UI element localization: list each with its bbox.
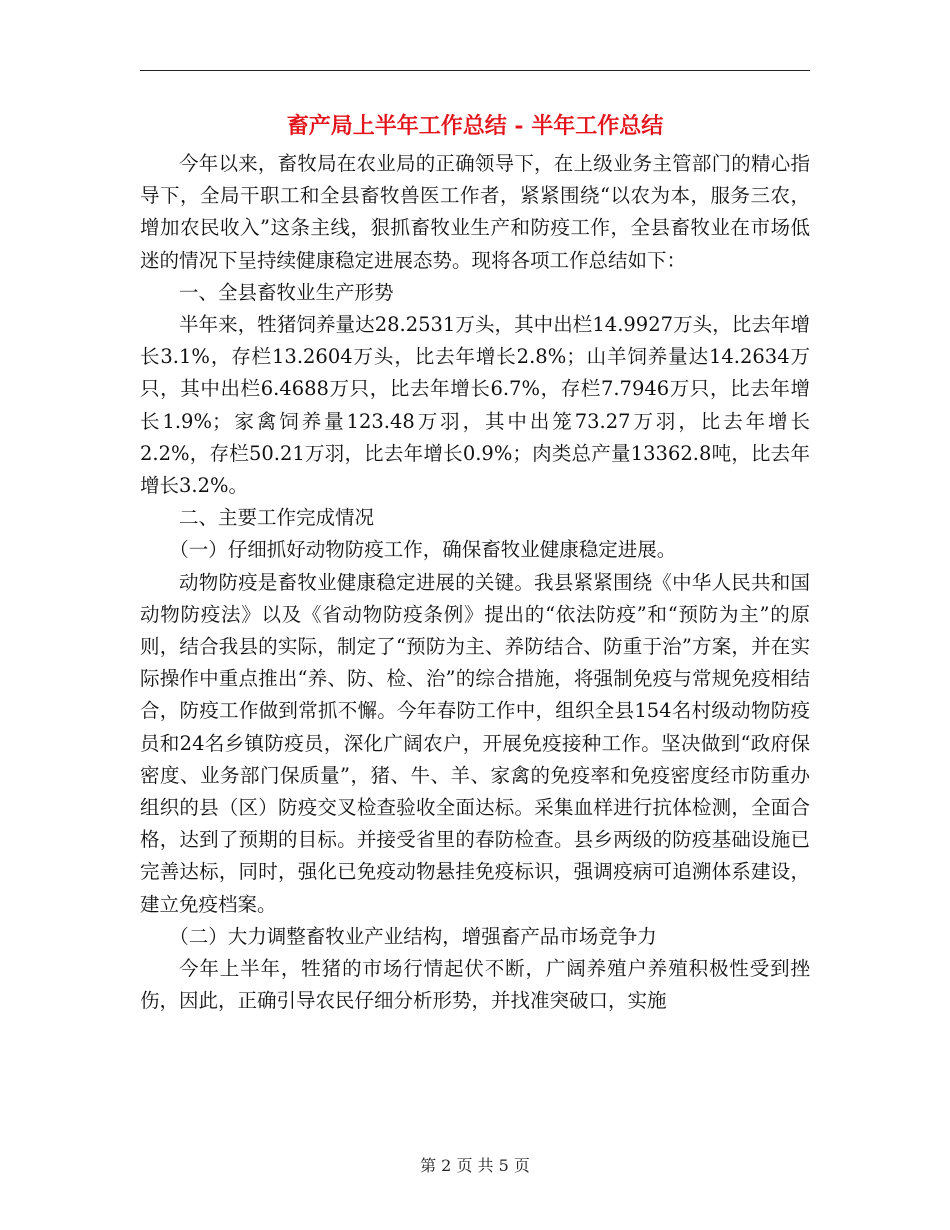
subsection-heading-epidemic: （一）仔细抓好动物防疫工作，确保畜牧业健康稳定进展。 bbox=[169, 538, 677, 562]
header-rule bbox=[140, 70, 810, 71]
epidemic-paragraph: 动物防疫是畜牧业健康稳定进展的关键。我县紧紧围绕《中华人民共和国动物防疫法》以及《省动物防疫条例》提出的“依法防疫”和“预防为主”的原则，结合我县的实际，制定了“预防为主、养防结合、防重于治”方案，并在实际操作中重点推出“养、防、检、治”的综合措施，将强制免疫与常规免疫相结合，防疫工作做到常抓不懈。今年春防工作中，组织全县154名村级动物防疫员和24名乡镇防疫员，深化广阔农户，开展免疫接种工作。坚决做到“政府保密度、业务部门保质量”，猪、牛、羊、家禽的免疫率和免疫密度经市防重办组织的县（区）防疫交叉检查验收全面达标。采集血样进行抗体检测，全面合格，达到了预期的目标。并接受省里的春防检查。县乡两级的防疫基础设施已完善达标，同时，强化已免疫动物悬挂免疫标识，强调疫病可追溯体系建设，建立免疫档案。 bbox=[140, 570, 810, 916]
section-heading-production: 一、全县畜牧业生产形势 bbox=[179, 280, 394, 304]
page-footer: 第 2 页 共 5 页 bbox=[420, 1156, 530, 1175]
section-heading-work: 二、主要工作完成情况 bbox=[179, 506, 375, 530]
document-body bbox=[140, 148, 810, 1017]
intro-paragraph: 今年以来，畜牧局在农业局的正确领导下，在上级业务主管部门的精心指导下，全局干职工和全县畜牧兽医工作者，紧紧围绕“以农为本，服务三农，增加农民收入”这条主线，狠抓畜牧业生产和防疫工作，全县畜牧业在市场低迷的情况下呈持续健康稳定进展态势。现将各项工作总结如下： bbox=[140, 152, 810, 272]
document-title: 畜产局上半年工作总结 - 半年工作总结 bbox=[286, 113, 664, 139]
production-paragraph: 半年来，牲猪饲养量达28.2531万头，其中出栏14.9927万头，比去年增长3.1%，存栏13.2604万头，比去年增长2.8%；山羊饲养量达14.2634万只，其中出栏6.4688万只，比去年增长6.7%，存栏7.7946万只，比去年增长1.9%；家禽饲养量123.48万羽，其中出笼73.27万羽，比去年增长2.2%，存栏50.21万羽，比去年增长0.9%；肉类总产量13362.8吨，比去年增长3.2%。 bbox=[140, 313, 810, 498]
structure-paragraph: 今年上半年，牲猪的市场行情起伏不断，广阔养殖户养殖积极性受到挫伤，因此，正确引导农民仔细分析形势，并找准突破口，实施 bbox=[140, 957, 810, 1013]
subsection-heading-structure: （二）大力调整畜牧业产业结构，增强畜产品市场竞争力 bbox=[169, 924, 657, 948]
